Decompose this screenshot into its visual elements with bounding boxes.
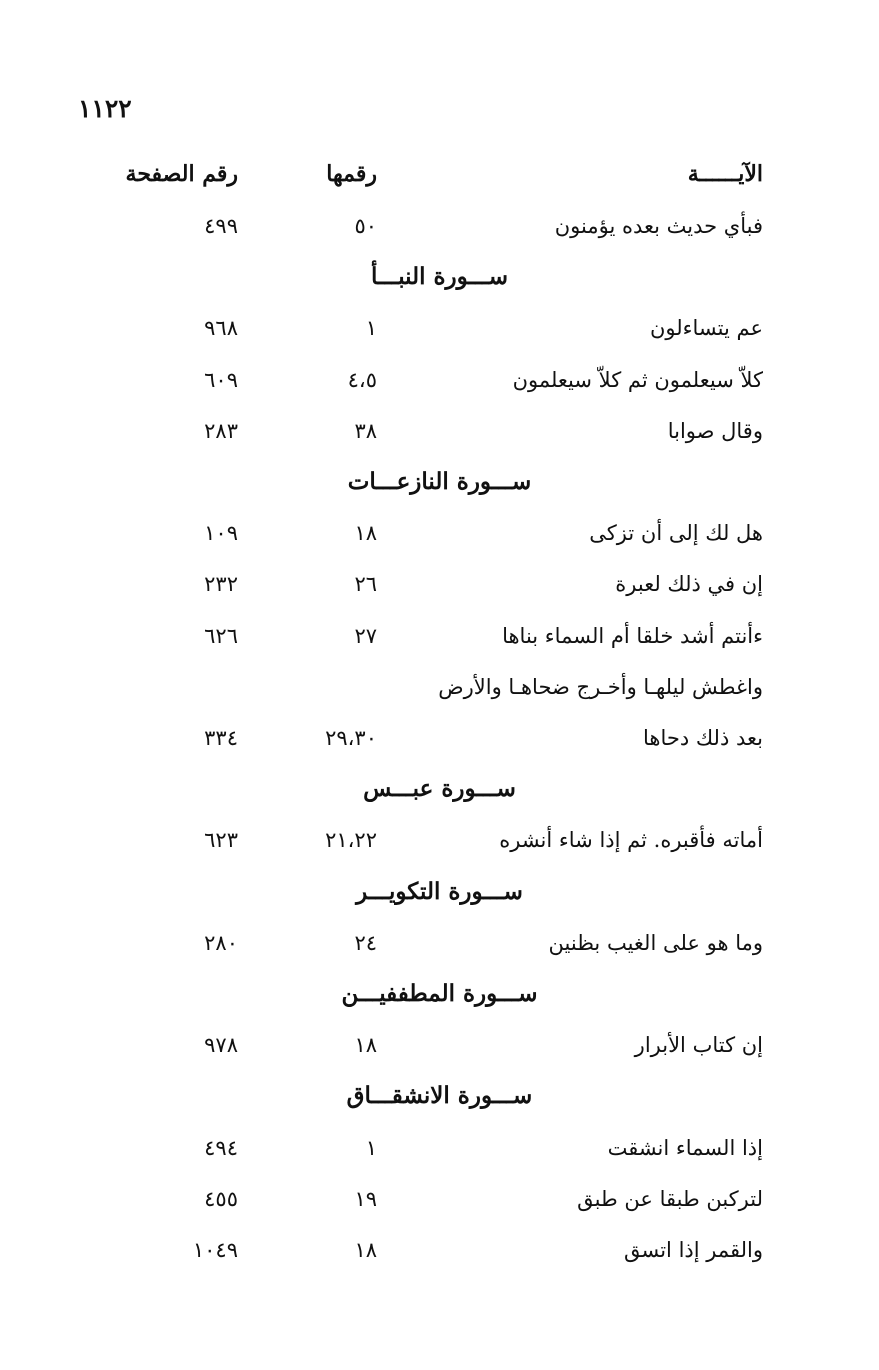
verse-text: إذا السماء انشقت <box>607 1136 763 1160</box>
verse-text: أماته فأقبره. ثم إذا شاء أنشره <box>499 828 763 852</box>
table-row <box>0 513 879 553</box>
table-row <box>0 1179 879 1219</box>
page-ref: ٩٧٨ <box>204 1033 238 1057</box>
surah-heading: ســـورة عبـــس <box>363 775 516 802</box>
verse-text: عم يتساءلون <box>649 316 763 340</box>
header-number: رقمها <box>326 161 377 187</box>
verse-text: بعد ذلك دحاها <box>642 726 763 750</box>
verse-number: ٣٨ <box>354 419 377 443</box>
table-header <box>0 154 879 194</box>
verse-number: ٢١،٢٢ <box>325 828 377 852</box>
verse-text: واغطش ليلهـا وأخـرج ضحاهـا والأرض <box>438 675 763 699</box>
verse-text: والقمر إذا اتسق <box>623 1238 763 1262</box>
page-ref: ٦٢٦ <box>204 624 238 648</box>
verse-text: هل لك إلى أن تزكى <box>589 521 763 545</box>
table-row <box>0 820 879 860</box>
table-row <box>0 616 879 656</box>
verse-number: ٢٤ <box>354 931 377 955</box>
verse-number: ٢٩،٣٠ <box>325 726 377 750</box>
page-ref: ٤٩٤ <box>204 1136 238 1160</box>
header-page: رقم الصفحة <box>125 161 238 187</box>
surah-heading: ســـورة النازعـــات <box>347 468 532 495</box>
page-ref: ٤٩٩ <box>204 214 238 238</box>
verse-number: ٢٦ <box>354 572 377 596</box>
page-ref: ٩٦٨ <box>204 316 238 340</box>
surah-heading: ســـورة المطففيـــن <box>341 980 538 1007</box>
page-ref: ٣٣٤ <box>204 726 238 750</box>
page-ref: ٤٥٥ <box>204 1187 238 1211</box>
table-row <box>0 360 879 400</box>
verse-number: ٥٠ <box>354 214 377 238</box>
verse-text: إن كتاب الأبرار <box>634 1033 763 1057</box>
page-ref: ٢٨٠ <box>204 931 238 955</box>
verse-text: إن في ذلك لعبرة <box>615 572 763 596</box>
page-ref: ١٠٩ <box>204 521 238 545</box>
table-row <box>0 1025 879 1065</box>
surah-heading: ســـورة الانشقـــاق <box>346 1082 533 1109</box>
verse-text: ءأنتم أشد خلقا أم السماء بناها <box>502 624 763 648</box>
verse-number: ٤،٥ <box>347 368 377 392</box>
table-row <box>0 206 879 246</box>
page-ref: ٢٣٢ <box>204 572 238 596</box>
verse-number: ١٨ <box>354 521 377 545</box>
page-ref: ٦٢٣ <box>204 828 238 852</box>
table-row <box>0 923 879 963</box>
verse-number: ١ <box>365 1136 377 1160</box>
verse-text: وقال صوابا <box>667 419 763 443</box>
table-row <box>0 718 879 758</box>
page-ref: ٦٠٩ <box>204 368 238 392</box>
verse-number: ١ <box>365 316 377 340</box>
verse-number: ١٨ <box>354 1033 377 1057</box>
verse-number: ٢٧ <box>354 624 377 648</box>
verse-text: لتركبن طبقا عن طبق <box>577 1187 763 1211</box>
page-number: ١١٢٢ <box>78 94 132 123</box>
table-row <box>0 308 879 348</box>
surah-heading: ســـورة التكويـــر <box>356 878 523 905</box>
table-row <box>0 564 879 604</box>
verse-number: ١٩ <box>354 1187 377 1211</box>
table-row <box>0 1128 879 1168</box>
header-verse: الآيــــــة <box>687 161 763 187</box>
page-ref: ١٠٤٩ <box>192 1238 238 1262</box>
verse-number: ١٨ <box>354 1238 377 1262</box>
verse-text: وما هو على الغيب بظنين <box>548 931 763 955</box>
surah-heading: ســـورة النبـــأ <box>370 263 509 290</box>
table-row <box>0 1230 879 1270</box>
table-row <box>0 411 879 451</box>
verse-text: فبأي حديث بعده يؤمنون <box>554 214 763 238</box>
page-ref: ٢٨٣ <box>204 419 238 443</box>
verse-text: كلاّ سيعلمون ثم كلاّ سيعلمون <box>512 368 763 392</box>
verse-continuation-row <box>0 667 879 707</box>
